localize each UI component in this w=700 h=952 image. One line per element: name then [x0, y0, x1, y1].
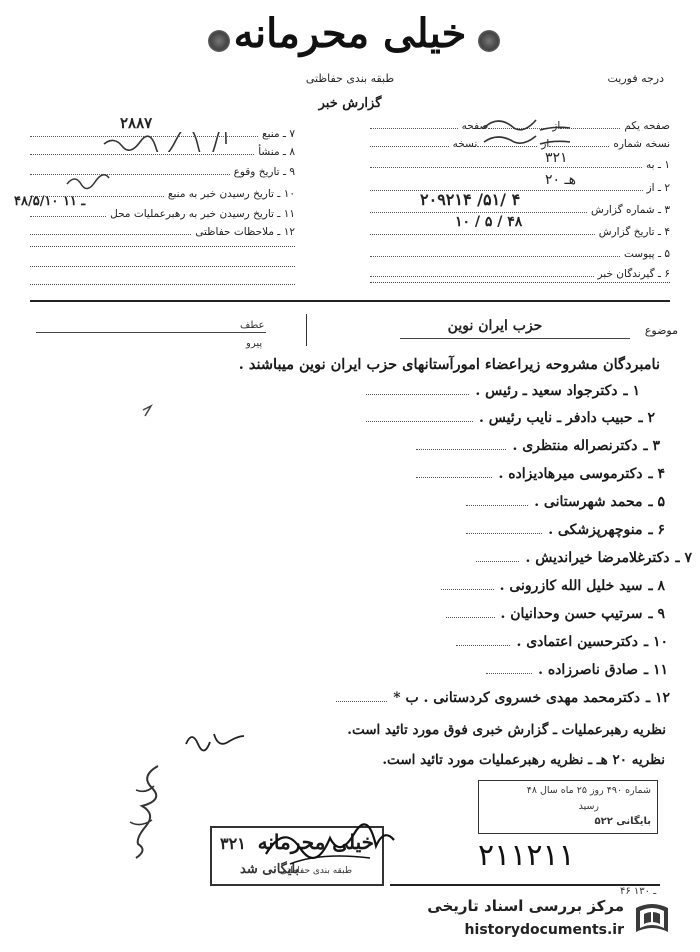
field-report-date-label: ۴ ـ تاریخ گزارش: [598, 226, 670, 238]
priority-label: درجه فوریت: [607, 72, 664, 85]
receipt-stamp-line3: بایگانی ۵۲۲: [594, 816, 651, 827]
list-item: [330, 690, 670, 706]
origin-handwriting: [100, 132, 230, 152]
list-item-text: دکترحسین اعتمادی .: [516, 634, 638, 650]
subject-value: حزب ایران نوین: [447, 318, 543, 334]
list-item: [460, 522, 665, 538]
classification-stamp-number: ۳۲۱: [220, 834, 246, 853]
field-copy-label: نسخه شماره: [613, 138, 670, 150]
field-attachment-label: ۵ ـ پیوست: [623, 248, 670, 260]
field-copy-middle: از: [541, 138, 550, 150]
field-source-value: ۲۸۸۷: [120, 114, 153, 132]
atf-label: عطف: [240, 320, 265, 331]
list-item-number: ۳ ـ: [643, 438, 660, 454]
list-item: [470, 550, 692, 566]
form-code: ۴۶ ـ ۱۳۰: [620, 886, 657, 897]
field-origin-label: ۸ ـ منشأ: [258, 146, 295, 158]
list-item: [480, 662, 668, 678]
classification-stamp-text: خیلی محرمانه: [257, 830, 374, 854]
list-item: [410, 466, 665, 482]
field-page-middle: از: [552, 120, 561, 132]
archive-number: ۲۱۱۲۱۱: [478, 838, 575, 873]
field-recipients: [370, 264, 670, 280]
list-item-number: ۷ ـ: [675, 550, 692, 566]
list-item-text: محمد شهرستانی .: [534, 494, 643, 510]
list-item-text: دکترجواد سعید ـ رئیس .: [475, 383, 618, 399]
field-to-label: ۱ ـ به: [646, 159, 670, 171]
date-handwriting: [64, 172, 114, 190]
handwritten-initial: [180, 724, 250, 760]
handwritten-tick: [140, 400, 162, 420]
classification-title: خیلی محرمانه: [233, 10, 467, 57]
subject-divider: [306, 314, 307, 346]
list-item: [450, 634, 668, 650]
field-report-number-label: ۳ ـ شماره گزارش: [591, 204, 670, 216]
list-item-text: منوچهرپزشکی .: [548, 522, 643, 538]
receipt-stamp-line2: رسید: [578, 801, 599, 812]
list-item-number: ۶ ـ: [648, 522, 665, 538]
field-page-end: صفحه: [461, 120, 489, 132]
classification-stamp-sub: طبقه بندی حفاظتی: [279, 866, 352, 876]
stamp-signature-scribble: [257, 820, 400, 870]
classification-label: طبقه بندی حفاظتی: [305, 72, 395, 85]
list-item-number: ۱۱ ـ: [643, 662, 668, 678]
field-report-date-value: ۱۰ / ۵ / ۴۸: [455, 214, 523, 230]
dept-opinion: نظریه ۲۰ هـ ـ نظریه رهبرعملیات مورد تائید است.: [382, 752, 665, 768]
field-news-to-source-label: ۱۰ ـ تاریخ رسیدن خبر به منبع: [167, 188, 295, 200]
book-icon: [628, 894, 676, 942]
field-to-value: ۳۲۱: [545, 150, 568, 166]
list-item-number: ۸ ـ: [648, 578, 665, 594]
field-copy-end: نسخه: [452, 138, 478, 150]
list-item: [460, 494, 665, 510]
field-occurrence-date-label: ۹ ـ تاریخ وقوع: [233, 166, 295, 178]
blank-line-4: [370, 282, 670, 283]
list-item-number: ۱ ـ: [623, 383, 640, 399]
list-item: [440, 606, 665, 622]
receipt-stamp-line1: شماره ۴۹۰ روز ۲۵ ماه سال ۴۸: [526, 785, 651, 796]
field-from-value: ۲۰ هـ: [545, 172, 576, 188]
field-security-notes: [30, 222, 295, 238]
blank-line-2: [30, 266, 295, 267]
field-news-to-ops-label: ۱۱ ـ تاریخ رسیدن خبر به رهبرعملیات محل: [110, 208, 295, 220]
list-item: [360, 410, 655, 426]
peyro-label: پیرو: [246, 338, 263, 349]
field-to: [370, 155, 670, 171]
list-item-text: دکترمحمد مهدی خسروی کردستانی . ب *: [393, 690, 640, 706]
list-item-text: دکترنصراله منتظری .: [512, 438, 638, 454]
list-item: [360, 383, 640, 399]
list-item: [435, 578, 665, 594]
field-page-label: صفحه یکم: [624, 120, 670, 132]
list-item-text: دکترغلامرضا خیراندیش .: [525, 550, 670, 566]
list-item: [410, 438, 660, 454]
copy-handwriting: [480, 128, 590, 150]
intro-paragraph: نامبردگان مشروحه زیراعضاء امورآستانهای حزب ایران نوین میباشند .: [238, 356, 660, 373]
footer-org: مرکز بررسی اسناد تاریخی: [427, 897, 624, 915]
list-item-number: ۱۰ ـ: [643, 634, 668, 650]
footer-url[interactable]: historydocuments.ir: [464, 922, 624, 938]
list-item-number: ۵ ـ: [648, 494, 665, 510]
list-item-number: ۴ ـ: [648, 466, 665, 482]
handwritten-signature-margin: [118, 760, 178, 860]
atf-line: [36, 332, 266, 333]
subject-label: موضوع: [644, 324, 678, 337]
list-item-text: صادق ناصرزاده .: [538, 662, 638, 678]
report-type-heading: گزارش خبر: [318, 96, 382, 111]
list-item-number: ۹ ـ: [648, 606, 665, 622]
blank-line-3: [30, 284, 295, 285]
list-item-number: ۱۲ ـ: [645, 690, 670, 706]
field-security-notes-label: ۱۲ ـ ملاحظات حفاظتی: [195, 226, 295, 238]
field-attachment: [370, 244, 670, 260]
blank-line-1: [30, 246, 295, 247]
field-recipients-label: ۶ ـ گیرندگان خبر: [597, 268, 670, 280]
list-item-text: سید خلیل الله کازرونی .: [499, 578, 643, 594]
field-report-number-value: ۲۰۹۲۱۴ /۵۱/ ۴: [420, 190, 521, 209]
header-separator: [30, 300, 670, 302]
receipt-stamp: [478, 780, 658, 834]
list-item-text: دکترموسی میرهادیزاده .: [498, 466, 643, 482]
archive-logo: [628, 894, 676, 942]
list-item-number: ۲ ـ: [638, 410, 655, 426]
ops-opinion: نظریه رهبرعملیات ـ گزارش خبری فوق مورد تائید است.: [347, 722, 666, 738]
field-source-label: ۷ ـ منبع: [262, 128, 295, 140]
list-item-text: حبیب دادفر ـ نایب رئیس .: [478, 410, 633, 426]
list-item-text: سرتیپ حسن وحدانیان .: [500, 606, 643, 622]
archived-stamp: بایگانی شد: [240, 862, 300, 877]
field-news-to-ops-value: ۴۸/۵/۱۰ ـ ۱۱: [14, 194, 86, 209]
subject-underline: [400, 338, 630, 339]
field-from-label: ۲ ـ از: [646, 182, 670, 194]
